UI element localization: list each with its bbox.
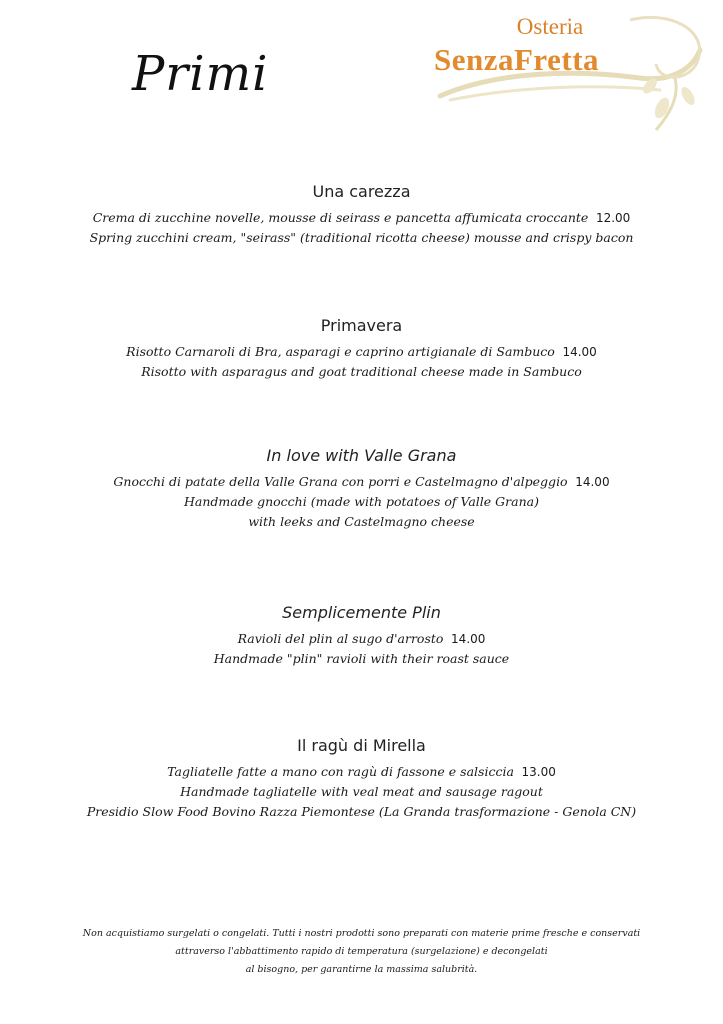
dish-description — [0, 492, 723, 512]
restaurant-logo — [430, 0, 720, 140]
dish-name: Primavera — [320, 316, 403, 335]
footer-line: Non acquistiamo surgelati o congelati. Tutti i nostri prodotti sono preparati con materie prime fresche e conservati — [82, 928, 641, 939]
dish-description — [0, 208, 723, 228]
dish-description — [0, 649, 723, 669]
dish-description-text: Risotto with asparagus and goat traditional cheese made in Sambuco — [141, 364, 582, 379]
dish-price: 12.00 — [588, 211, 631, 225]
dish-name: In love with Valle Grana — [266, 446, 457, 465]
logo-line-osteria: Osteria — [516, 14, 584, 39]
dish-price: 14.00 — [567, 475, 610, 489]
dish-description-text: Handmade "plin" ravioli with their roast sauce — [213, 651, 510, 666]
footer-note — [0, 925, 723, 979]
dish-description — [0, 782, 723, 802]
dish-name: Semplicemente Plin — [282, 603, 441, 622]
dish-description-text: with leeks and Castelmagno cheese — [248, 514, 475, 529]
dish-price: 14.00 — [443, 632, 486, 646]
dish-section — [0, 182, 723, 248]
dish-description-text: Spring zucchini cream, "seirass" (traditional ricotta cheese) mousse and crispy bacon — [89, 230, 634, 245]
footer-line: al bisogno, per garantirne la massima salubrità. — [245, 964, 478, 975]
dish-section — [0, 316, 723, 382]
dish-description-text: Tagliatelle fatte a mano con ragù di fassone e salsiccia — [167, 764, 514, 779]
dish-description-text: Crema di zucchine novelle, mousse di seirass e pancetta affumicata croccante — [92, 210, 589, 225]
dish-description-text: Ravioli del plin al sugo d'arrosto — [237, 631, 444, 646]
dish-description-text: Handmade gnocchi (made with potatoes of Valle Grana) — [184, 494, 539, 509]
dish-description — [0, 472, 723, 492]
dish-description-text: Risotto Carnaroli di Bra, asparagi e caprino artigianale di Sambuco — [126, 344, 555, 359]
dish-description-text: Gnocchi di patate della Valle Grana con porri e Castelmagno d'alpeggio — [113, 474, 568, 489]
logo-line-senzafretta: SenzaFretta — [434, 42, 600, 77]
dish-section — [0, 736, 723, 822]
dish-price: 14.00 — [554, 345, 597, 359]
dish-description — [0, 342, 723, 362]
dish-description — [0, 362, 723, 382]
dish-name: Il ragù di Mirella — [297, 736, 426, 755]
footer-line: attraverso l'abbattimento rapido di temperatura (surgelazione) e decongelati — [175, 946, 548, 957]
dish-description-text: Presidio Slow Food Bovino Razza Piemontese (La Granda trasformazione - Genola CN) — [86, 804, 637, 819]
dish-description-text: Handmade tagliatelle with veal meat and sausage ragout — [180, 784, 543, 799]
dish-description — [0, 228, 723, 248]
dish-description — [0, 762, 723, 782]
dish-section — [0, 603, 723, 669]
page-title: Primi — [132, 46, 269, 102]
dish-description — [0, 629, 723, 649]
dish-section — [0, 446, 723, 532]
dish-description — [0, 802, 723, 822]
dish-price: 13.00 — [513, 765, 556, 779]
dish-name: Una carezza — [312, 182, 411, 201]
dish-description — [0, 512, 723, 532]
